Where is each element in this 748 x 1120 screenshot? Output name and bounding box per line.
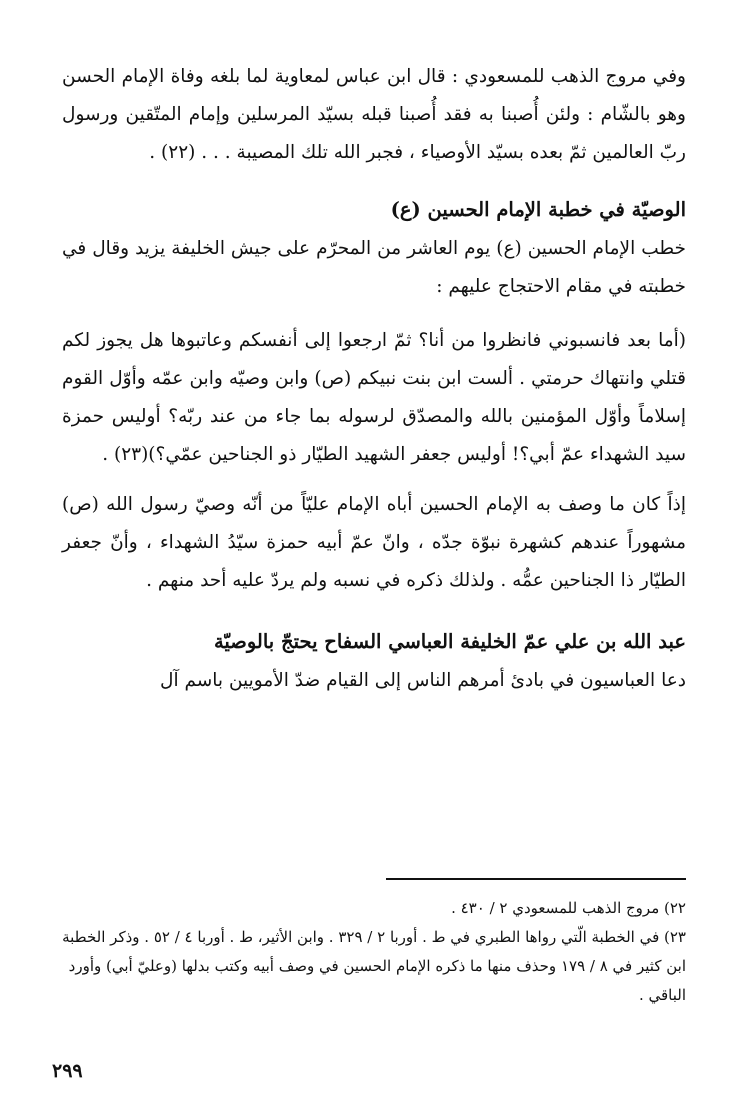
footnote-22: ٢٢) مروج الذهب للمسعودي ٢ / ٤٣٠ . (451, 899, 686, 917)
paragraph-abbasids: دعا العباسيون في بادئ أمرهم الناس إلى القيام ضدّ الأمويين باسم آل (160, 670, 686, 691)
page-number: ٢٩٩ (52, 1060, 83, 1082)
footnotes-section (62, 894, 686, 1010)
section-heading-husayn-sermon: الوصيّة في خطبة الإمام الحسين (ع) (390, 198, 686, 221)
section-heading-abdullah-ibn-ali: عبد الله بن علي عمّ الخليفة العباسي السفاح يحتجّ بالوصيّة (213, 630, 686, 653)
footnote-23: ٢٣) في الخطبة الّتي رواها الطبري في ط . أوربا ٢ / ٣٢٩ . وابن الأثير، ط . أوربا ٤ / ٥٢ . وذكر الخطبة ابن كثير في ٨ / ١٧٩ وحذف منها ما ذكره الإمام الحسين في وصف أبيه وكتب بدلها (وعليّ أبي) وأورد الباقي . (62, 928, 686, 1004)
footnote-divider (386, 878, 686, 880)
paragraph-sermon-quote: (أما بعد فانسبوني فانظروا من أنا؟ ثمّ ارجعوا إلى أنفسكم وعاتبوها هل يجوز لكم قتلي وانتهاك حرمتي . ألست ابن بنت نبيكم (ص) وابن وصيّه وابن عمّه وأوّل القوم إسلاماً وأوّل المؤمنين بالله والمصدّق لرسوله بما جاء من عند ربّه؟ أوليس حمزة سيد الشهداء عمّ أبي؟! أوليس جعفر الشهيد الطيّار ذو الجناحين عمّي؟)(٢٣) . (62, 330, 686, 465)
paragraph-masudi-quote: وفي مروج الذهب للمسعودي : قال ابن عباس لمعاوية لما بلغه وفاة الإمام الحسن وهو بالشّام : ولئن أُصبنا به فقد أُصبنا قبله بسيّد المرسلين وإمام المتّقين ورسول ربّ العالمين ثمّ بعده بسيّد الأوصياء ، فجبر الله تلك المصيبة . . . (٢٢) . (62, 66, 686, 163)
main-text-column (62, 58, 686, 700)
paragraph-commentary: إذاً كان ما وصف به الإمام الحسين أباه الإمام عليّاً من أنّه وصيّ رسول الله (ص) مشهوراً عندهم كشهرة نبوّة جدّه ، وانّ عمّ أبيه حمزة سيّدُ الشهداء ، وأنّ جعفر الطيّار ذا الجناحين عمُّه . ولذلك ذكره في نسبه ولم يردّ عليه أحد منهم . (62, 494, 686, 591)
paragraph-sermon-intro: خطب الإمام الحسين (ع) يوم العاشر من المحرّم على جيش الخليفة يزيد وقال في خطبته في مقام الاحتجاج عليهم : (62, 238, 686, 297)
